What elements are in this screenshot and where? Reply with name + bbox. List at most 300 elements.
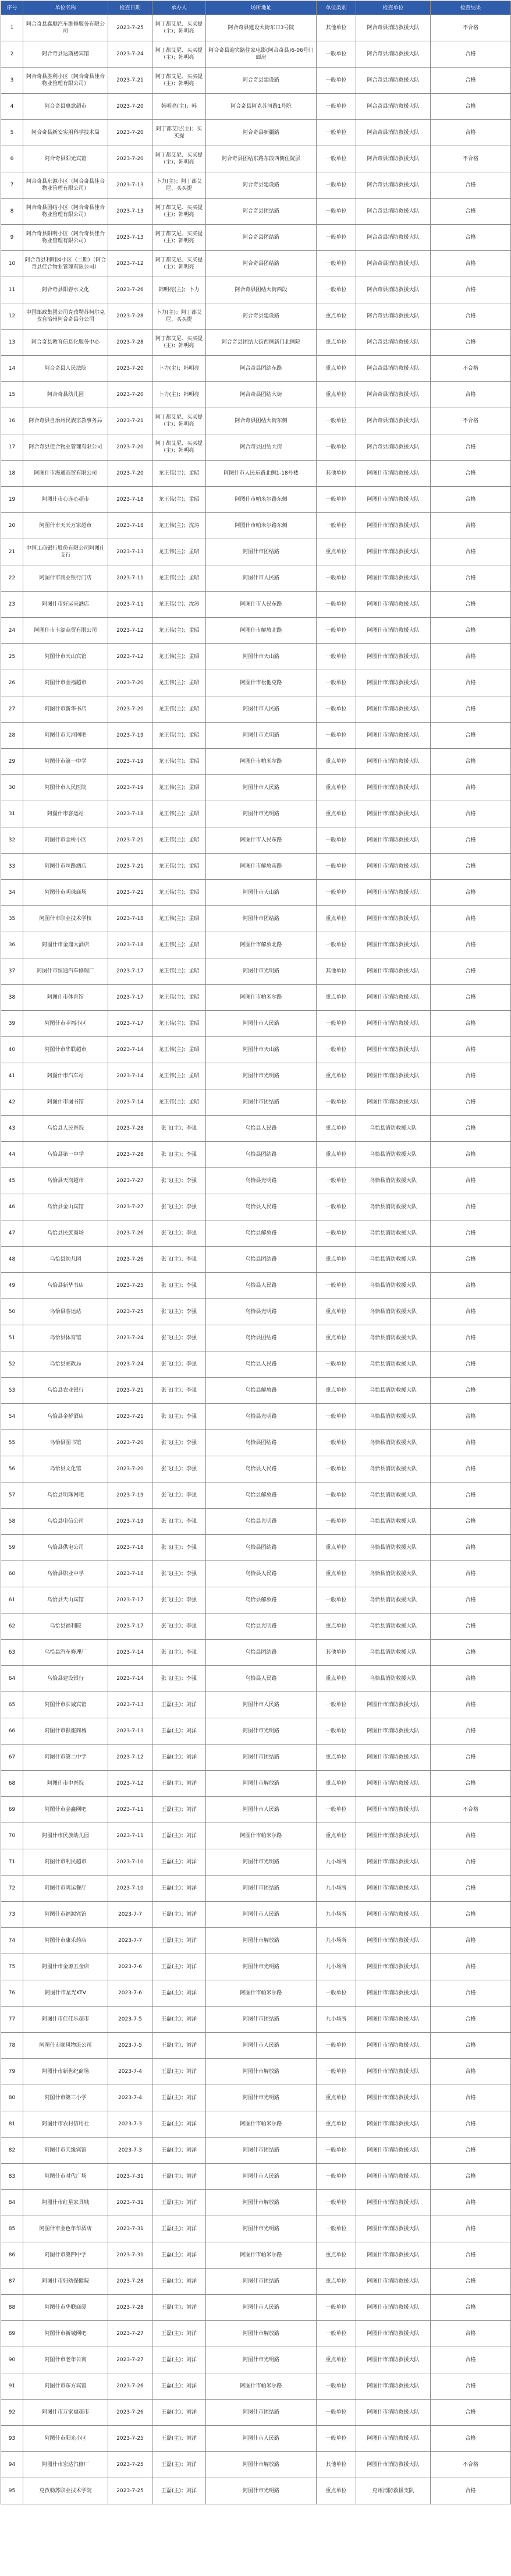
cell-unit-type: 重点单位 [317, 2085, 356, 2111]
cell-check-result: 合格 [431, 1718, 511, 1745]
cell-check-date: 2023-7-18 [108, 1535, 152, 1561]
table-row [1, 1430, 511, 1456]
cell-address: 阿图什市解放路 [206, 1771, 317, 1797]
cell-index: 61 [1, 1587, 23, 1613]
cell-check-result: 合格 [431, 696, 511, 723]
cell-index: 1 [1, 15, 23, 41]
cell-address: 阿图什市光明路 [206, 801, 317, 827]
cell-check-result: 合格 [431, 1142, 511, 1168]
cell-check-unit: 阿图什市消防救援大队 [356, 1797, 431, 1823]
cell-unit-name: 阿合奇县东源小区（阿合奇县佳合物业管理有限公司） [23, 172, 108, 199]
cell-check-unit: 阿图什市消防救援大队 [356, 513, 431, 539]
cell-check-unit: 阿图什市消防救援大队 [356, 958, 431, 985]
cell-handler: 张飞(主)；李强 [152, 1456, 206, 1482]
cell-handler: 王磊(主)；刘洋 [152, 2295, 206, 2321]
cell-unit-type: 其他单位 [317, 1640, 356, 1666]
cell-handler: 龙正伟(主)；孟昭 [152, 932, 206, 958]
cell-check-result: 合格 [431, 827, 511, 854]
cell-check-date: 2023-7-31 [108, 2190, 152, 2216]
cell-unit-type: 一般单位 [317, 880, 356, 906]
cell-index: 89 [1, 2321, 23, 2347]
cell-handler: 龙正伟(主)；孟昭 [152, 906, 206, 932]
cell-check-result: 合格 [431, 172, 511, 199]
cell-address: 阿图什市团结路 [206, 1089, 317, 1116]
table-row [1, 723, 511, 749]
table-row [1, 487, 511, 513]
cell-check-result: 合格 [431, 1902, 511, 1928]
cell-check-date: 2023-7-3 [108, 2111, 152, 2138]
cell-check-unit: 阿图什市消防救援大队 [356, 487, 431, 513]
cell-address: 阿合奇县团结路 [206, 251, 317, 277]
cell-check-unit: 阿图什市消防救援大队 [356, 565, 431, 592]
cell-index: 51 [1, 1325, 23, 1351]
cell-index: 75 [1, 1954, 23, 1980]
cell-check-unit: 阿图什市消防救援大队 [356, 1771, 431, 1797]
cell-check-date: 2023-7-20 [108, 120, 152, 146]
cell-unit-type: 重点单位 [317, 330, 356, 356]
cell-handler: 张飞(主)；李强 [152, 1404, 206, 1430]
cell-address: 乌恰县人民路 [206, 1666, 317, 1692]
cell-address: 阿图什市帕米尔路 [206, 2111, 317, 2138]
cell-unit-type: 一般单位 [317, 487, 356, 513]
cell-check-unit: 阿合奇县消防救援大队 [356, 382, 431, 408]
cell-address: 阿图什市解放路 [206, 2452, 317, 2478]
cell-handler: 卜力(主)；阿丁都艾尼、买买提 [152, 303, 206, 330]
table-row [1, 1089, 511, 1116]
cell-check-unit: 阿图什市消防救援大队 [356, 854, 431, 880]
cell-unit-name: 阿图什市长城宾馆 [23, 1692, 108, 1718]
cell-handler: 王磊(主)；刘洋 [152, 1718, 206, 1745]
cell-handler: 张飞(主)；李强 [152, 1168, 206, 1194]
table-row [1, 1194, 511, 1220]
cell-check-unit: 阿合奇县消防救援大队 [356, 303, 431, 330]
cell-check-unit: 阿图什市消防救援大队 [356, 906, 431, 932]
cell-address: 阿图什市解放路 [206, 2321, 317, 2347]
cell-unit-type: 一般单位 [317, 2164, 356, 2190]
cell-unit-name: 阿图什市金鼎大酒店 [23, 932, 108, 958]
cell-address: 阿图什市解放南路 [206, 854, 317, 880]
cell-check-date: 2023-7-27 [108, 1168, 152, 1194]
table-row [1, 1823, 511, 1849]
cell-index: 44 [1, 1142, 23, 1168]
cell-index: 88 [1, 2295, 23, 2321]
cell-handler: 龙正伟(主)；孟昭 [152, 618, 206, 644]
cell-index: 7 [1, 172, 23, 199]
cell-check-unit: 乌恰县消防救援大队 [356, 1325, 431, 1351]
cell-check-date: 2023-7-17 [108, 1587, 152, 1613]
cell-address: 阿图什市人民东路 [206, 592, 317, 618]
cell-unit-type: 一般单位 [317, 1482, 356, 1509]
cell-check-result: 合格 [431, 1613, 511, 1640]
cell-index: 56 [1, 1456, 23, 1482]
cell-index: 26 [1, 670, 23, 696]
cell-index: 52 [1, 1351, 23, 1378]
cell-check-date: 2023-7-21 [108, 1404, 152, 1430]
cell-handler: 王磊(主)；刘洋 [152, 2007, 206, 2033]
cell-unit-type: 一般单位 [317, 120, 356, 146]
cell-unit-name: 乌恰县文化馆 [23, 1456, 108, 1482]
cell-unit-type: 重点单位 [317, 1823, 356, 1849]
cell-unit-name: 阿图什市天河网吧 [23, 723, 108, 749]
cell-unit-type: 一般单位 [317, 408, 356, 434]
cell-address: 乌恰县人民路 [206, 1116, 317, 1142]
cell-check-result: 合格 [431, 1011, 511, 1037]
cell-index: 46 [1, 1194, 23, 1220]
cell-check-unit: 阿图什市消防救援大队 [356, 932, 431, 958]
cell-check-date: 2023-7-14 [108, 1037, 152, 1063]
cell-check-unit: 乌恰县消防救援大队 [356, 1640, 431, 1666]
table-row [1, 225, 511, 251]
cell-address: 阿图什市光明路 [206, 1063, 317, 1089]
header-index: 序号 [1, 1, 23, 15]
cell-unit-type: 一般单位 [317, 2216, 356, 2242]
cell-check-date: 2023-7-20 [108, 696, 152, 723]
cell-unit-name: 阿图什市银座商城 [23, 1718, 108, 1745]
cell-unit-type: 重点单位 [317, 356, 356, 382]
cell-address: 阿图什市团结路 [206, 2007, 317, 2033]
cell-handler: 龙正伟(主)；孟昭 [152, 775, 206, 801]
cell-unit-name: 阿合奇县人民法院 [23, 356, 108, 382]
cell-check-result: 合格 [431, 434, 511, 461]
cell-handler: 龙正伟(主)；孟昭 [152, 670, 206, 696]
table-row [1, 15, 511, 41]
cell-unit-name: 阿图什市第四中学 [23, 2242, 108, 2269]
cell-check-unit: 阿图什市消防救援大队 [356, 2452, 431, 2478]
table-row [1, 303, 511, 330]
table-row [1, 696, 511, 723]
cell-handler: 阿丁都艾尼、买买提(主)；韩明亮 [152, 68, 206, 94]
cell-handler: 阿丁都艾尼、买买提(主)；韩明亮 [152, 15, 206, 41]
cell-unit-type: 一般单位 [317, 1351, 356, 1378]
cell-address: 乌恰县团结路 [206, 1325, 317, 1351]
cell-check-result: 合格 [431, 2295, 511, 2321]
cell-handler: 王磊(主)；刘洋 [152, 2478, 206, 2504]
cell-check-unit: 乌恰县消防救援大队 [356, 1430, 431, 1456]
cell-unit-name: 阿合奇县阳春水文化 [23, 277, 108, 303]
cell-index: 39 [1, 1011, 23, 1037]
cell-unit-type: 重点单位 [317, 1745, 356, 1771]
cell-address: 阿图什市团结路 [206, 906, 317, 932]
cell-handler: 王磊(主)；刘洋 [152, 1823, 206, 1849]
cell-unit-name: 阿合奇县利明园小区（二期）（阿合奇县佳合物业管理有限公司） [23, 251, 108, 277]
cell-unit-type: 其他单位 [317, 2452, 356, 2478]
cell-index: 80 [1, 2085, 23, 2111]
cell-address: 阿图什市人民路 [206, 696, 317, 723]
cell-check-result: 合格 [431, 1692, 511, 1718]
cell-unit-name: 阿图什市利民超市 [23, 1849, 108, 1876]
cell-address: 乌恰县光明路 [206, 1299, 317, 1325]
cell-unit-name: 乌恰县天润超市 [23, 1168, 108, 1194]
cell-check-date: 2023-7-28 [108, 330, 152, 356]
cell-index: 5 [1, 120, 23, 146]
cell-check-result: 合格 [431, 670, 511, 696]
table-row [1, 1640, 511, 1666]
cell-unit-name: 阿合奇县佳合物业管理有限公司 [23, 434, 108, 461]
cell-unit-name: 乌恰县金桥酒店 [23, 1404, 108, 1430]
cell-check-date: 2023-7-10 [108, 1849, 152, 1876]
cell-check-date: 2023-7-18 [108, 1561, 152, 1587]
cell-index: 43 [1, 1116, 23, 1142]
header-check-date: 检查日期 [108, 1, 152, 15]
cell-index: 2 [1, 41, 23, 68]
cell-unit-type: 一般单位 [317, 2059, 356, 2085]
cell-handler: 张飞(主)；李强 [152, 1194, 206, 1220]
table-row [1, 565, 511, 592]
cell-check-date: 2023-7-13 [108, 1718, 152, 1745]
cell-handler: 龙正伟(主)；孟昭 [152, 723, 206, 749]
cell-unit-name: 乌恰县建设银行 [23, 1666, 108, 1692]
cell-check-unit: 阿图什市消防救援大队 [356, 2321, 431, 2347]
cell-index: 65 [1, 1692, 23, 1718]
cell-handler: 龙正伟(主)；孟昭 [152, 1063, 206, 1089]
table-row [1, 356, 511, 382]
cell-handler: 龙正伟(主)；孟昭 [152, 461, 206, 487]
cell-check-result: 合格 [431, 2216, 511, 2242]
cell-index: 30 [1, 775, 23, 801]
cell-address: 阿图什市天山路 [206, 880, 317, 906]
cell-check-unit: 乌恰县消防救援大队 [356, 1509, 431, 1535]
cell-unit-name: 阿图什市佳佳乐超市 [23, 2007, 108, 2033]
cell-check-result: 合格 [431, 1037, 511, 1063]
cell-check-result: 合格 [431, 775, 511, 801]
cell-handler: 王磊(主)；刘洋 [152, 2347, 206, 2373]
cell-check-date: 2023-7-17 [108, 985, 152, 1011]
cell-handler: 王磊(主)；刘洋 [152, 2085, 206, 2111]
cell-check-result: 合格 [431, 2478, 511, 2504]
cell-unit-name: 阿图什市心连心超市 [23, 487, 108, 513]
cell-check-date: 2023-7-25 [108, 2452, 152, 2478]
cell-check-date: 2023-7-19 [108, 749, 152, 775]
cell-check-result: 合格 [431, 1456, 511, 1482]
cell-check-result: 合格 [431, 2085, 511, 2111]
cell-handler: 王磊(主)；刘洋 [152, 2216, 206, 2242]
cell-unit-type: 重点单位 [317, 2111, 356, 2138]
cell-unit-type: 一般单位 [317, 434, 356, 461]
cell-address: 阿合奇县团结东路东段西侧住院层 [206, 146, 317, 172]
cell-address: 阿合奇县团结路 [206, 199, 317, 225]
cell-check-result: 合格 [431, 2426, 511, 2452]
cell-unit-name: 阿图什市华联商厦 [23, 2295, 108, 2321]
cell-unit-type: 一般单位 [317, 1430, 356, 1456]
cell-check-unit: 阿图什市消防救援大队 [356, 2242, 431, 2269]
cell-handler: 龙正伟(主)；孟昭 [152, 958, 206, 985]
cell-index: 36 [1, 932, 23, 958]
cell-address: 阿图什市光明路 [206, 2347, 317, 2373]
cell-handler: 王磊(主)；刘洋 [152, 2242, 206, 2269]
cell-unit-type: 重点单位 [317, 2347, 356, 2373]
cell-unit-type: 一般单位 [317, 854, 356, 880]
cell-index: 92 [1, 2400, 23, 2426]
cell-unit-name: 阿图什市时代广场 [23, 2164, 108, 2190]
cell-address: 阿图什市解放路 [206, 2190, 317, 2216]
cell-check-date: 2023-7-31 [108, 2216, 152, 2242]
cell-check-date: 2023-7-7 [108, 1928, 152, 1954]
cell-unit-type: 一般单位 [317, 644, 356, 670]
cell-address: 阿图什市人民路 [206, 2295, 317, 2321]
cell-check-date: 2023-7-18 [108, 487, 152, 513]
cell-address: 阿图什市人民路 [206, 1902, 317, 1928]
cell-unit-type: 一般单位 [317, 1404, 356, 1430]
cell-check-date: 2023-7-17 [108, 1011, 152, 1037]
cell-handler: 王磊(主)；刘洋 [152, 1692, 206, 1718]
cell-handler: 张飞(主)；李强 [152, 1640, 206, 1666]
cell-unit-name: 阿图什市金鑫网吧 [23, 1797, 108, 1823]
cell-check-date: 2023-7-6 [108, 1954, 152, 1980]
cell-check-date: 2023-7-19 [108, 1482, 152, 1509]
cell-check-date: 2023-7-14 [108, 1063, 152, 1089]
cell-check-result: 合格 [431, 749, 511, 775]
cell-unit-name: 阿图什市第二中学 [23, 1745, 108, 1771]
table-row [1, 1718, 511, 1745]
cell-check-date: 2023-7-4 [108, 2059, 152, 2085]
cell-unit-name: 阿图什市图书馆 [23, 1089, 108, 1116]
cell-unit-type: 一般单位 [317, 2295, 356, 2321]
cell-unit-name: 阿图什市好运来酒店 [23, 592, 108, 618]
table-row [1, 1325, 511, 1351]
cell-check-unit: 乌恰县消防救援大队 [356, 1142, 431, 1168]
cell-unit-type: 一般单位 [317, 2426, 356, 2452]
cell-index: 13 [1, 330, 23, 356]
cell-handler: 张飞(主)；李强 [152, 1378, 206, 1404]
cell-check-result: 不合格 [431, 1797, 511, 1823]
cell-unit-type: 一般单位 [317, 1168, 356, 1194]
cell-check-unit: 阿图什市消防救援大队 [356, 2164, 431, 2190]
table-row [1, 1116, 511, 1142]
table-row [1, 1561, 511, 1587]
cell-address: 阿图什市光明路 [206, 2085, 317, 2111]
cell-check-date: 2023-7-18 [108, 932, 152, 958]
cell-address: 乌恰县解放路 [206, 1587, 317, 1613]
cell-unit-type: 其他单位 [317, 461, 356, 487]
cell-check-date: 2023-7-13 [108, 172, 152, 199]
cell-address: 乌恰县解放路 [206, 1220, 317, 1247]
cell-unit-name: 阿图什市农村信用社 [23, 2111, 108, 2138]
cell-check-unit: 阿合奇县消防救援大队 [356, 434, 431, 461]
cell-handler: 张飞(主)；李强 [152, 1142, 206, 1168]
cell-check-result: 合格 [431, 1823, 511, 1849]
cell-handler: 卜力(主)；阿丁都艾尼、买买提 [152, 172, 206, 199]
cell-check-unit: 乌恰县消防救援大队 [356, 1456, 431, 1482]
table-row [1, 41, 511, 68]
cell-address: 乌恰县光明路 [206, 1613, 317, 1640]
cell-unit-type: 九小场所 [317, 1876, 356, 1902]
cell-index: 55 [1, 1430, 23, 1456]
cell-index: 63 [1, 1640, 23, 1666]
cell-unit-name: 阿合奇县阳明小区（阿合奇县佳合物业管理有限公司） [23, 225, 108, 251]
cell-check-unit: 乌恰县消防救援大队 [356, 1299, 431, 1325]
cell-check-date: 2023-7-12 [108, 251, 152, 277]
cell-address: 阿合奇县建设大街东口3号院 [206, 15, 317, 41]
cell-unit-name: 阿图什市丝路酒店 [23, 854, 108, 880]
cell-unit-name: 阿图什市第三小学 [23, 2085, 108, 2111]
cell-unit-name: 乌恰县体育馆 [23, 1325, 108, 1351]
table-row [1, 2216, 511, 2242]
cell-unit-name: 阿图什市鸿运餐厅 [23, 1876, 108, 1902]
cell-unit-name: 阿图什市华联超市 [23, 1037, 108, 1063]
table-row [1, 2164, 511, 2190]
cell-address: 阿图什市人民路 [206, 1797, 317, 1823]
cell-index: 83 [1, 2164, 23, 2190]
cell-check-date: 2023-7-28 [108, 303, 152, 330]
table-row [1, 2426, 511, 2452]
cell-address: 阿合奇县建设路 [206, 172, 317, 199]
cell-unit-name: 阿图什市康乐药店 [23, 1928, 108, 1954]
cell-handler: 龙正伟(主)；孟昭 [152, 565, 206, 592]
cell-index: 59 [1, 1535, 23, 1561]
table-row [1, 2085, 511, 2111]
table-row [1, 2190, 511, 2216]
cell-unit-name: 阿图什市职业技术学校 [23, 906, 108, 932]
cell-unit-name: 阿图什市顺风物流公司 [23, 2033, 108, 2059]
cell-address: 阿图什市解放北路 [206, 618, 317, 644]
cell-address: 阿合奇县建设路 [206, 68, 317, 94]
cell-unit-name: 阿合奇县阳光宾馆 [23, 146, 108, 172]
cell-index: 49 [1, 1273, 23, 1299]
table-row [1, 1037, 511, 1063]
cell-address: 乌恰县光明路 [206, 1509, 317, 1535]
cell-check-unit: 阿图什市消防救援大队 [356, 461, 431, 487]
cell-handler: 张飞(主)；李强 [152, 1509, 206, 1535]
cell-unit-type: 重点单位 [317, 1561, 356, 1587]
cell-check-result: 合格 [431, 303, 511, 330]
cell-index: 85 [1, 2216, 23, 2242]
cell-handler: 张飞(主)；李强 [152, 1325, 206, 1351]
table-row [1, 2373, 511, 2400]
table-row [1, 2059, 511, 2085]
cell-unit-type: 一般单位 [317, 1797, 356, 1823]
cell-address: 阿图什市帕米尔路 [206, 985, 317, 1011]
cell-handler: 王磊(主)；刘洋 [152, 1849, 206, 1876]
table-row [1, 618, 511, 644]
cell-check-unit: 阿图什市消防救援大队 [356, 696, 431, 723]
cell-unit-type: 一般单位 [317, 2321, 356, 2347]
table-row [1, 539, 511, 565]
cell-unit-type: 一般单位 [317, 2033, 356, 2059]
cell-address: 阿合奇县团结大街西段 [206, 277, 317, 303]
cell-check-unit: 阿合奇县消防救援大队 [356, 94, 431, 120]
cell-index: 41 [1, 1063, 23, 1089]
cell-check-date: 2023-7-20 [108, 1430, 152, 1456]
cell-check-result: 合格 [431, 2269, 511, 2295]
table-row [1, 592, 511, 618]
cell-check-unit: 乌恰县消防救援大队 [356, 1613, 431, 1640]
cell-index: 31 [1, 801, 23, 827]
cell-index: 15 [1, 382, 23, 408]
cell-handler: 王磊(主)；刘洋 [152, 1980, 206, 2007]
cell-unit-name: 乌恰县民族商场 [23, 1220, 108, 1247]
cell-index: 90 [1, 2347, 23, 2373]
cell-unit-type: 九小场所 [317, 1954, 356, 1980]
cell-unit-type: 一般单位 [317, 670, 356, 696]
cell-check-result: 合格 [431, 2400, 511, 2426]
cell-unit-type: 重点单位 [317, 2478, 356, 2504]
cell-unit-name: 中国邮政集团公司克孜勒苏柯尔克孜自治州阿合奇县分公司 [23, 303, 108, 330]
cell-handler: 张飞(主)；李强 [152, 1273, 206, 1299]
cell-index: 50 [1, 1299, 23, 1325]
cell-unit-name: 乌恰县客运站 [23, 1299, 108, 1325]
table-row [1, 1273, 511, 1299]
cell-index: 47 [1, 1220, 23, 1247]
cell-handler: 韩明亮(主)；卜力 [152, 277, 206, 303]
cell-check-result: 合格 [431, 958, 511, 985]
cell-handler: 阿丁都艾尼、买买提(主)；韩明亮 [152, 41, 206, 68]
cell-unit-type: 重点单位 [317, 1063, 356, 1089]
cell-unit-name: 阿图什市阳光小区 [23, 2426, 108, 2452]
cell-handler: 龙正伟(主)；孟昭 [152, 1011, 206, 1037]
table-row [1, 2007, 511, 2033]
cell-index: 74 [1, 1928, 23, 1954]
cell-unit-type: 九小场所 [317, 1849, 356, 1876]
